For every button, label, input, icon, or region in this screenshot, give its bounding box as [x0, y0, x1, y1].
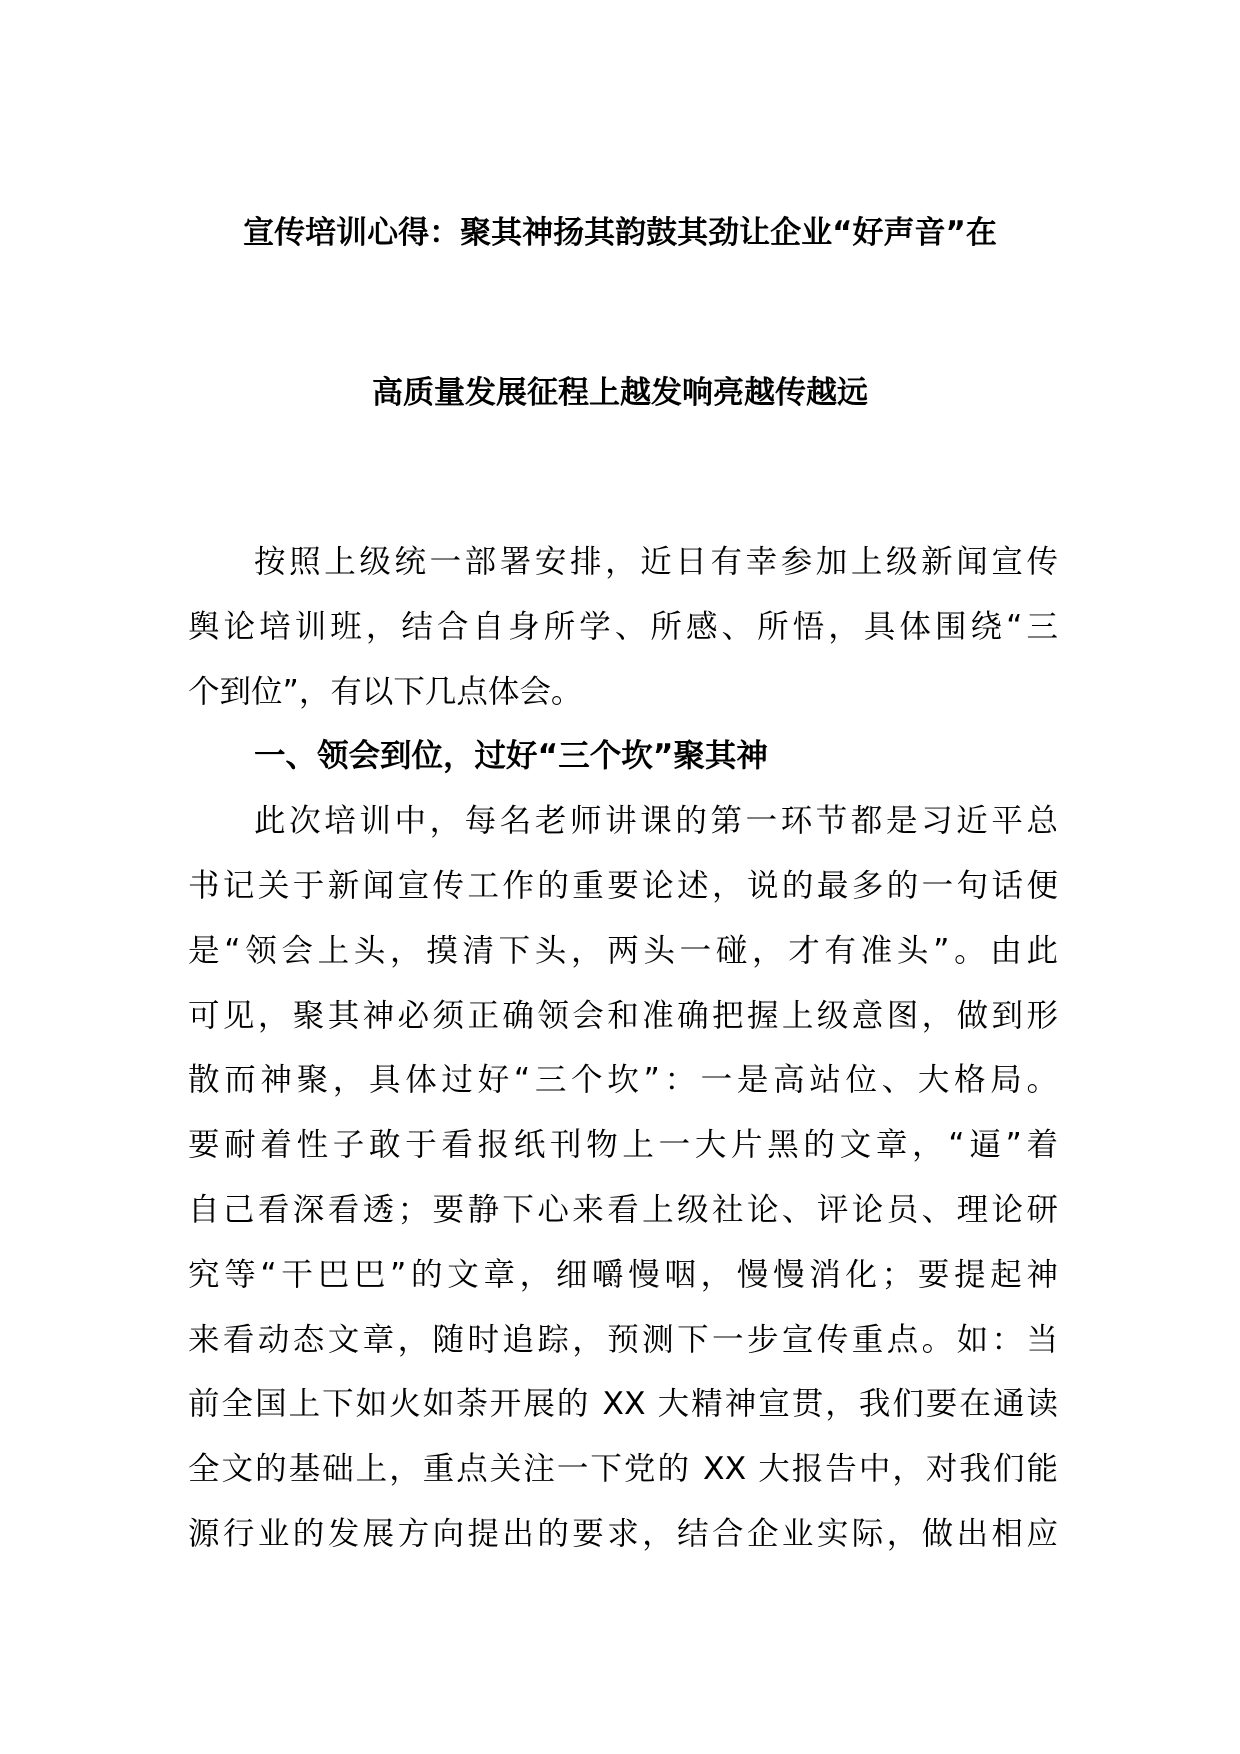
paragraph-line: 自己看深看透；要静下心来看上级社论、评论员、理论研: [188, 1191, 1058, 1228]
paragraph-line: 按照上级统一部署安排，近日有幸参加上级新闻宣传: [254, 544, 1058, 580]
section-heading: 一、领会到位，过好“三个坎”聚其神: [254, 738, 768, 775]
paragraph-line: 究等“干巴巴”的文章，细嚼慢咽，慢慢消化；要提起神: [188, 1256, 1058, 1293]
paragraph-line: 要耐着性子敢于看报纸刊物上一大片黑的文章，“逼”着: [188, 1127, 1058, 1164]
paragraph-line: 是“领会上头，摸清下头，两头一碰，才有准头”。由此: [188, 932, 1058, 969]
paragraph-line: 可见，聚其神必须正确领会和准确把握上级意图，做到形: [188, 997, 1058, 1034]
paragraph-line: 源行业的发展方向提出的要求，结合企业实际，做出相应: [188, 1515, 1058, 1552]
paragraph-line: 全文的基础上，重点关注一下党的 XX 大报告中，对我们能: [188, 1451, 1058, 1488]
paragraph-line: 舆论培训班，结合自身所学、所感、所悟，具体围绕“三: [188, 608, 1058, 645]
paragraph-line: 来看动态文章，随时追踪，预测下一步宣传重点。如：当: [188, 1321, 1058, 1358]
document-body: [188, 530, 1058, 1567]
paragraph-line: 个到位”，有以下几点体会。: [188, 673, 583, 710]
paragraph-line: 前全国上下如火如荼开展的 XX 大精神宣贯，我们要在通读: [188, 1386, 1058, 1423]
paragraph-line: 此次培训中，每名老师讲课的第一环节都是习近平总: [254, 803, 1058, 840]
document-title-line-2: 高质量发展征程上越发响亮越传越远: [372, 375, 868, 411]
document-title-line-1: 宣传培训心得：聚其神扬其韵鼓其劲让企业“好声音”在: [243, 215, 997, 251]
paragraph-line: 散而神聚，具体过好“三个坎”：一是高站位、大格局。: [188, 1062, 1058, 1099]
paragraph-line: 书记关于新闻宣传工作的重要论述，说的最多的一句话便: [188, 867, 1058, 904]
